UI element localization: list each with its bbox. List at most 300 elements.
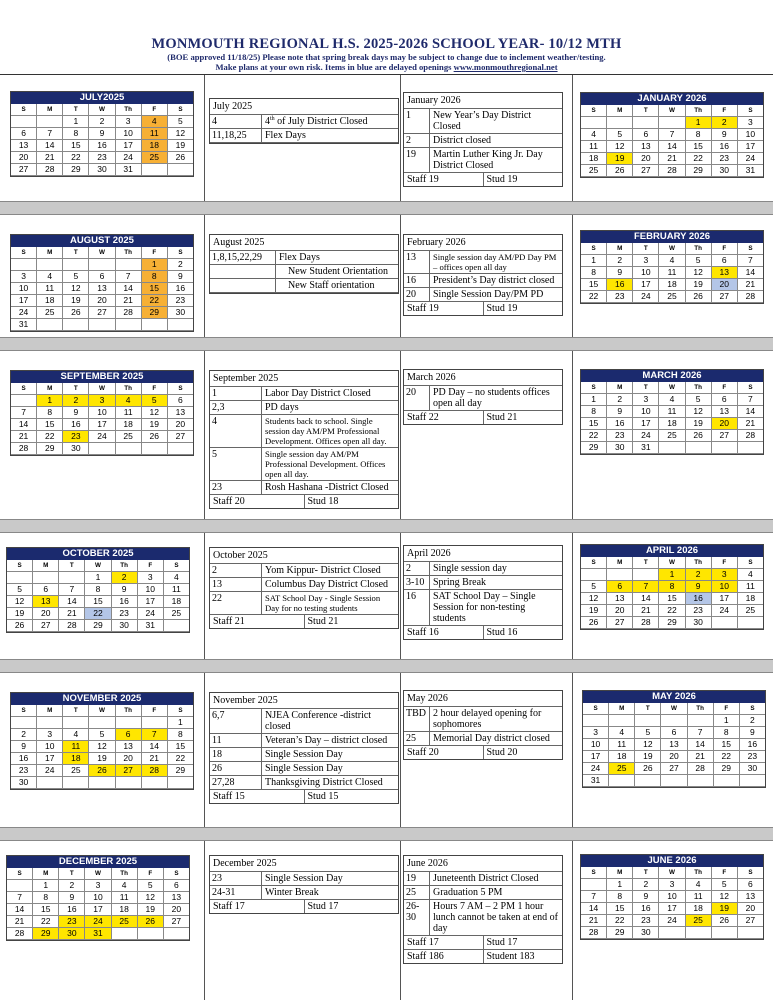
month-title: FEBRUARY 2026 xyxy=(581,231,763,243)
weekday-label: S xyxy=(581,867,607,879)
day-cell xyxy=(635,775,661,787)
weekday-label: F xyxy=(138,560,164,572)
week-row xyxy=(583,775,765,787)
day-cell xyxy=(11,259,37,271)
week-row xyxy=(581,927,763,939)
events-march-2026 xyxy=(403,369,563,425)
week-row xyxy=(581,267,763,279)
event-date: 3-10 xyxy=(404,576,430,589)
total-student-days: Student 183 xyxy=(486,951,535,962)
week-row xyxy=(7,928,189,940)
day-cell: 22 xyxy=(686,153,712,165)
week-row xyxy=(581,129,763,141)
event-text xyxy=(430,562,562,575)
event-row xyxy=(210,387,398,401)
day-cell: 21 xyxy=(37,152,63,164)
weekday-label: S xyxy=(738,382,763,394)
week-row xyxy=(11,140,193,152)
week-row xyxy=(11,271,193,283)
weekday-label: T xyxy=(59,560,85,572)
day-cell: 14 xyxy=(738,267,763,279)
day-cell: 4 xyxy=(659,255,685,267)
events-month-title: April 2026 xyxy=(404,546,562,562)
day-cell: 23 xyxy=(89,152,115,164)
week-row xyxy=(11,319,193,331)
day-cell: 29 xyxy=(581,442,607,454)
day-cell: 10 xyxy=(85,892,111,904)
month-title: NOVEMBER 2025 xyxy=(11,693,193,705)
weekday-label: W xyxy=(89,247,115,259)
day-cell: 24 xyxy=(659,915,685,927)
events-august-2025 xyxy=(209,234,399,294)
weekday-label: W xyxy=(659,243,685,255)
event-date: 2 xyxy=(404,562,430,575)
day-cell: 24 xyxy=(738,153,763,165)
day-cell: 13 xyxy=(116,741,142,753)
day-cell: 26 xyxy=(635,763,661,775)
day-cell xyxy=(142,717,168,729)
week-row xyxy=(581,153,763,165)
day-cell: 6 xyxy=(168,395,193,407)
event-text xyxy=(262,115,398,128)
week-row xyxy=(11,152,193,164)
event-text xyxy=(262,776,398,789)
day-cell xyxy=(168,319,193,331)
events-april-2026 xyxy=(403,545,563,640)
day-cell xyxy=(686,927,712,939)
day-cell: 30 xyxy=(59,928,85,940)
day-cell: 11 xyxy=(164,584,189,596)
day-cell: 13 xyxy=(89,283,115,295)
day-cell: 20 xyxy=(33,608,59,620)
day-cell xyxy=(738,927,763,939)
weekday-label: W xyxy=(659,382,685,394)
day-cell: 20 xyxy=(11,152,37,164)
day-cell xyxy=(635,715,661,727)
event-date: 26-30 xyxy=(404,900,430,935)
weekday-label: M xyxy=(609,703,635,715)
student-days: Stud 17 xyxy=(307,901,339,912)
staff-days: Staff 20 xyxy=(210,495,305,508)
day-cell: 18 xyxy=(37,295,63,307)
day-cell: 13 xyxy=(168,407,193,419)
week-row xyxy=(583,727,765,739)
events-month-title: October 2025 xyxy=(210,548,398,564)
day-cell xyxy=(89,259,115,271)
day-cell: 3 xyxy=(738,117,763,129)
weekday-label: T xyxy=(633,557,659,569)
event-row xyxy=(210,592,398,615)
event-text-main: Single Session Day/PM PD xyxy=(433,289,544,300)
day-cell: 28 xyxy=(142,765,168,777)
day-cell: 10 xyxy=(738,129,763,141)
event-date: 20 xyxy=(404,288,430,301)
event-text-main: Single session day AM/PD Day PM – offices open all day xyxy=(433,252,557,272)
website-link[interactable]: www.monmouthregional.net xyxy=(453,62,558,72)
event-row xyxy=(210,481,398,495)
event-text xyxy=(430,134,562,147)
day-cell: 14 xyxy=(659,141,685,153)
event-date: 1 xyxy=(404,109,430,133)
weekday-label: T xyxy=(633,867,659,879)
day-cell: 8 xyxy=(63,128,89,140)
day-cell: 1 xyxy=(33,880,59,892)
day-cell xyxy=(89,717,115,729)
total-staff-days: Staff 186 xyxy=(404,950,484,963)
day-cell: 29 xyxy=(659,617,685,629)
event-text-main: District closed xyxy=(433,135,492,146)
day-cell: 15 xyxy=(581,418,607,430)
day-cell: 2 xyxy=(686,569,712,581)
day-cell: 27 xyxy=(661,763,687,775)
weekday-label: S xyxy=(738,557,763,569)
event-row xyxy=(404,732,562,746)
day-cell xyxy=(116,717,142,729)
event-text-main: Martin Luther King Jr. Day District Closed xyxy=(433,149,543,171)
event-text xyxy=(262,387,398,400)
day-cell: 6 xyxy=(11,128,37,140)
event-text-main: Columbus Day District Closed xyxy=(265,579,389,590)
weekday-label: M xyxy=(607,105,633,117)
event-date: 16 xyxy=(404,274,430,287)
day-cell xyxy=(168,777,193,789)
weekday-label: F xyxy=(142,247,168,259)
event-text xyxy=(430,900,562,935)
month-title: DECEMBER 2025 xyxy=(7,856,189,868)
weekday-label: F xyxy=(714,703,740,715)
weekday-label: F xyxy=(142,104,168,116)
weekday-header-row xyxy=(583,703,765,715)
event-date: 2,3 xyxy=(210,401,262,414)
day-cell: 21 xyxy=(688,751,714,763)
weekday-label: T xyxy=(635,703,661,715)
student-days: Stud 19 xyxy=(486,174,518,185)
day-cell: 27 xyxy=(738,915,763,927)
day-cell: 16 xyxy=(633,903,659,915)
day-cell: 26 xyxy=(581,617,607,629)
day-cell: 26 xyxy=(142,431,168,443)
day-cell xyxy=(142,443,168,455)
event-text-main: Graduation 5 PM xyxy=(433,887,503,898)
event-text xyxy=(430,274,562,287)
week-row xyxy=(581,903,763,915)
staff-student-days xyxy=(404,626,562,639)
day-cell: 13 xyxy=(738,891,763,903)
event-row xyxy=(404,251,562,274)
day-cell: 7 xyxy=(142,729,168,741)
day-cell: 15 xyxy=(659,593,685,605)
event-text xyxy=(430,576,562,589)
day-cell: 24 xyxy=(11,307,37,319)
weekday-label: S xyxy=(738,105,763,117)
day-cell: 17 xyxy=(583,751,609,763)
month-title: APRIL 2026 xyxy=(581,545,763,557)
day-cell xyxy=(11,717,37,729)
event-text-main: PD Day – no students offices open all day xyxy=(433,387,550,409)
event-text xyxy=(262,592,398,614)
day-cell: 31 xyxy=(85,928,111,940)
day-cell: 13 xyxy=(11,140,37,152)
day-cell: 25 xyxy=(142,152,168,164)
weekday-label: S xyxy=(581,105,607,117)
staff-days: Staff 17 xyxy=(404,936,484,949)
weekday-header-row xyxy=(581,867,763,879)
day-cell: 23 xyxy=(63,431,89,443)
day-cell: 2 xyxy=(712,117,738,129)
day-cell: 22 xyxy=(33,916,59,928)
day-cell: 8 xyxy=(168,729,193,741)
week-row xyxy=(11,765,193,777)
staff-student-days xyxy=(404,302,562,315)
week-row xyxy=(11,283,193,295)
day-cell: 20 xyxy=(712,418,738,430)
weekday-label: W xyxy=(659,867,685,879)
day-cell: 10 xyxy=(712,581,738,593)
day-cell xyxy=(37,319,63,331)
week-row xyxy=(11,295,193,307)
day-cell xyxy=(688,715,714,727)
day-cell: 1 xyxy=(168,717,193,729)
day-cell xyxy=(659,442,685,454)
day-cell: 30 xyxy=(740,763,765,775)
event-text xyxy=(430,288,562,301)
day-cell: 30 xyxy=(607,442,633,454)
day-cell: 20 xyxy=(116,753,142,765)
week-row xyxy=(581,891,763,903)
day-cell: 22 xyxy=(85,608,111,620)
calendar-february-2026 xyxy=(580,230,764,304)
day-cell: 30 xyxy=(633,927,659,939)
day-cell: 27 xyxy=(164,916,189,928)
weekday-label: M xyxy=(607,557,633,569)
week-row xyxy=(11,128,193,140)
weekday-label: M xyxy=(33,868,59,880)
day-cell: 29 xyxy=(686,165,712,177)
event-text xyxy=(262,578,398,591)
week-row xyxy=(581,442,763,454)
event-text-main: Single Session Day xyxy=(265,763,343,774)
day-cell: 20 xyxy=(168,419,193,431)
day-cell xyxy=(37,777,63,789)
day-cell: 7 xyxy=(738,394,763,406)
event-row xyxy=(210,401,398,415)
day-cell: 24 xyxy=(37,765,63,777)
day-cell: 5 xyxy=(686,255,712,267)
day-cell: 16 xyxy=(607,279,633,291)
day-cell: 9 xyxy=(712,129,738,141)
day-cell: 13 xyxy=(633,141,659,153)
event-text xyxy=(262,748,398,761)
day-cell: 25 xyxy=(686,915,712,927)
day-cell: 9 xyxy=(59,892,85,904)
week-row xyxy=(7,916,189,928)
event-text-main: Veteran’s Day – district closed xyxy=(265,735,388,746)
day-cell: 2 xyxy=(112,572,138,584)
day-cell: 2 xyxy=(11,729,37,741)
event-date: 25 xyxy=(404,886,430,899)
day-cell: 25 xyxy=(37,307,63,319)
event-date: 23 xyxy=(210,872,262,885)
day-cell: 21 xyxy=(59,608,85,620)
weekday-label: F xyxy=(712,867,738,879)
day-cell: 23 xyxy=(11,765,37,777)
event-text xyxy=(262,448,398,480)
day-cell: 8 xyxy=(581,267,607,279)
events-month-title: September 2025 xyxy=(210,371,398,387)
day-cell: 14 xyxy=(37,140,63,152)
event-text-main: Single Session Day xyxy=(265,873,343,884)
day-cell: 11 xyxy=(581,141,607,153)
day-cell: 5 xyxy=(89,729,115,741)
event-text-main: New Year’s Day District Closed xyxy=(433,110,532,132)
day-cell: 12 xyxy=(138,892,164,904)
day-cell: 10 xyxy=(138,584,164,596)
day-cell: 4 xyxy=(112,880,138,892)
staff-student-days xyxy=(210,790,398,803)
week-row xyxy=(581,593,763,605)
day-cell: 7 xyxy=(581,891,607,903)
week-row xyxy=(11,307,193,319)
day-cell: 30 xyxy=(168,307,193,319)
day-cell xyxy=(633,569,659,581)
day-cell: 20 xyxy=(633,153,659,165)
day-cell: 14 xyxy=(633,593,659,605)
calendar-october-2025 xyxy=(6,547,190,633)
day-cell: 6 xyxy=(164,880,189,892)
day-cell: 1 xyxy=(63,116,89,128)
day-cell: 5 xyxy=(7,584,33,596)
calendar-april-2026 xyxy=(580,544,764,630)
day-cell: 15 xyxy=(85,596,111,608)
day-cell xyxy=(168,164,193,176)
staff-days: Staff 20 xyxy=(404,746,484,759)
day-cell: 2 xyxy=(63,395,89,407)
events-september-2025 xyxy=(209,370,399,509)
event-text-main: New Staff orientation xyxy=(288,280,375,291)
event-row xyxy=(404,274,562,288)
day-cell: 25 xyxy=(112,916,138,928)
week-row xyxy=(7,596,189,608)
events-month-title: August 2025 xyxy=(210,235,398,251)
week-row xyxy=(11,777,193,789)
event-text xyxy=(262,564,398,577)
weekday-label: F xyxy=(712,105,738,117)
events-november-2025 xyxy=(209,692,399,804)
day-cell: 26 xyxy=(168,152,193,164)
day-cell: 26 xyxy=(63,307,89,319)
day-cell: 22 xyxy=(581,430,607,442)
day-cell: 21 xyxy=(659,153,685,165)
day-cell xyxy=(712,617,738,629)
day-cell: 3 xyxy=(37,729,63,741)
event-text-main: 2 hour delayed opening for sophomores xyxy=(433,708,542,730)
day-cell: 26 xyxy=(686,291,712,303)
day-cell: 1 xyxy=(581,394,607,406)
week-row xyxy=(583,715,765,727)
day-cell xyxy=(164,928,189,940)
event-text-main: Juneteenth District Closed xyxy=(433,873,539,884)
event-date: 13 xyxy=(404,251,430,273)
day-cell: 6 xyxy=(116,729,142,741)
day-cell: 1 xyxy=(85,572,111,584)
day-cell: 9 xyxy=(607,267,633,279)
day-cell: 19 xyxy=(138,904,164,916)
day-cell xyxy=(661,715,687,727)
event-row xyxy=(404,886,562,900)
event-row xyxy=(210,762,398,776)
day-cell: 19 xyxy=(635,751,661,763)
day-cell: 9 xyxy=(11,741,37,753)
day-cell: 18 xyxy=(164,596,189,608)
day-cell: 1 xyxy=(37,395,63,407)
event-text-main: Winter Break xyxy=(265,887,319,898)
event-date: 23 xyxy=(210,481,262,494)
event-text xyxy=(430,886,562,899)
student-days: Stud 21 xyxy=(307,616,339,627)
day-cell: 8 xyxy=(33,892,59,904)
weekday-label: Th xyxy=(686,867,712,879)
day-cell: 14 xyxy=(581,903,607,915)
day-cell: 10 xyxy=(11,283,37,295)
events-month-title: November 2025 xyxy=(210,693,398,709)
event-text-main: Flex Days xyxy=(279,252,320,263)
event-row xyxy=(210,748,398,762)
day-cell: 23 xyxy=(168,295,193,307)
day-cell: 2 xyxy=(89,116,115,128)
day-cell: 2 xyxy=(59,880,85,892)
month-title: JUNE 2026 xyxy=(581,855,763,867)
day-cell: 17 xyxy=(738,141,763,153)
day-cell: 29 xyxy=(168,765,193,777)
staff-days: Staff 17 xyxy=(210,900,305,913)
day-cell: 3 xyxy=(633,394,659,406)
day-cell: 4 xyxy=(609,727,635,739)
event-text xyxy=(262,481,398,494)
day-cell: 27 xyxy=(712,430,738,442)
day-cell: 5 xyxy=(712,879,738,891)
day-cell: 14 xyxy=(59,596,85,608)
day-cell: 5 xyxy=(138,880,164,892)
page-title: MONMOUTH REGIONAL H.S. 2025-2026 SCHOOL YEAR- 10/12 MTH xyxy=(151,36,622,52)
day-cell: 17 xyxy=(633,279,659,291)
day-cell: 2 xyxy=(607,394,633,406)
month-title: MARCH 2026 xyxy=(581,370,763,382)
day-cell xyxy=(581,879,607,891)
day-cell: 7 xyxy=(116,271,142,283)
day-cell: 6 xyxy=(661,727,687,739)
weekday-label: T xyxy=(63,247,89,259)
weekday-label: Th xyxy=(686,105,712,117)
event-row xyxy=(210,129,398,143)
day-cell: 30 xyxy=(712,165,738,177)
week-row xyxy=(11,164,193,176)
day-cell xyxy=(116,443,142,455)
day-cell: 10 xyxy=(89,407,115,419)
event-text-main: Yom Kippur- District Closed xyxy=(265,565,381,576)
weekday-header-row xyxy=(11,705,193,717)
events-october-2025 xyxy=(209,547,399,629)
weekday-label: W xyxy=(659,557,685,569)
event-text xyxy=(430,872,562,885)
week-row xyxy=(581,117,763,129)
day-cell: 12 xyxy=(7,596,33,608)
event-row xyxy=(210,709,398,734)
day-cell: 27 xyxy=(11,164,37,176)
day-cell: 10 xyxy=(583,739,609,751)
day-cell: 29 xyxy=(607,927,633,939)
day-cell: 16 xyxy=(712,141,738,153)
day-cell: 12 xyxy=(581,593,607,605)
